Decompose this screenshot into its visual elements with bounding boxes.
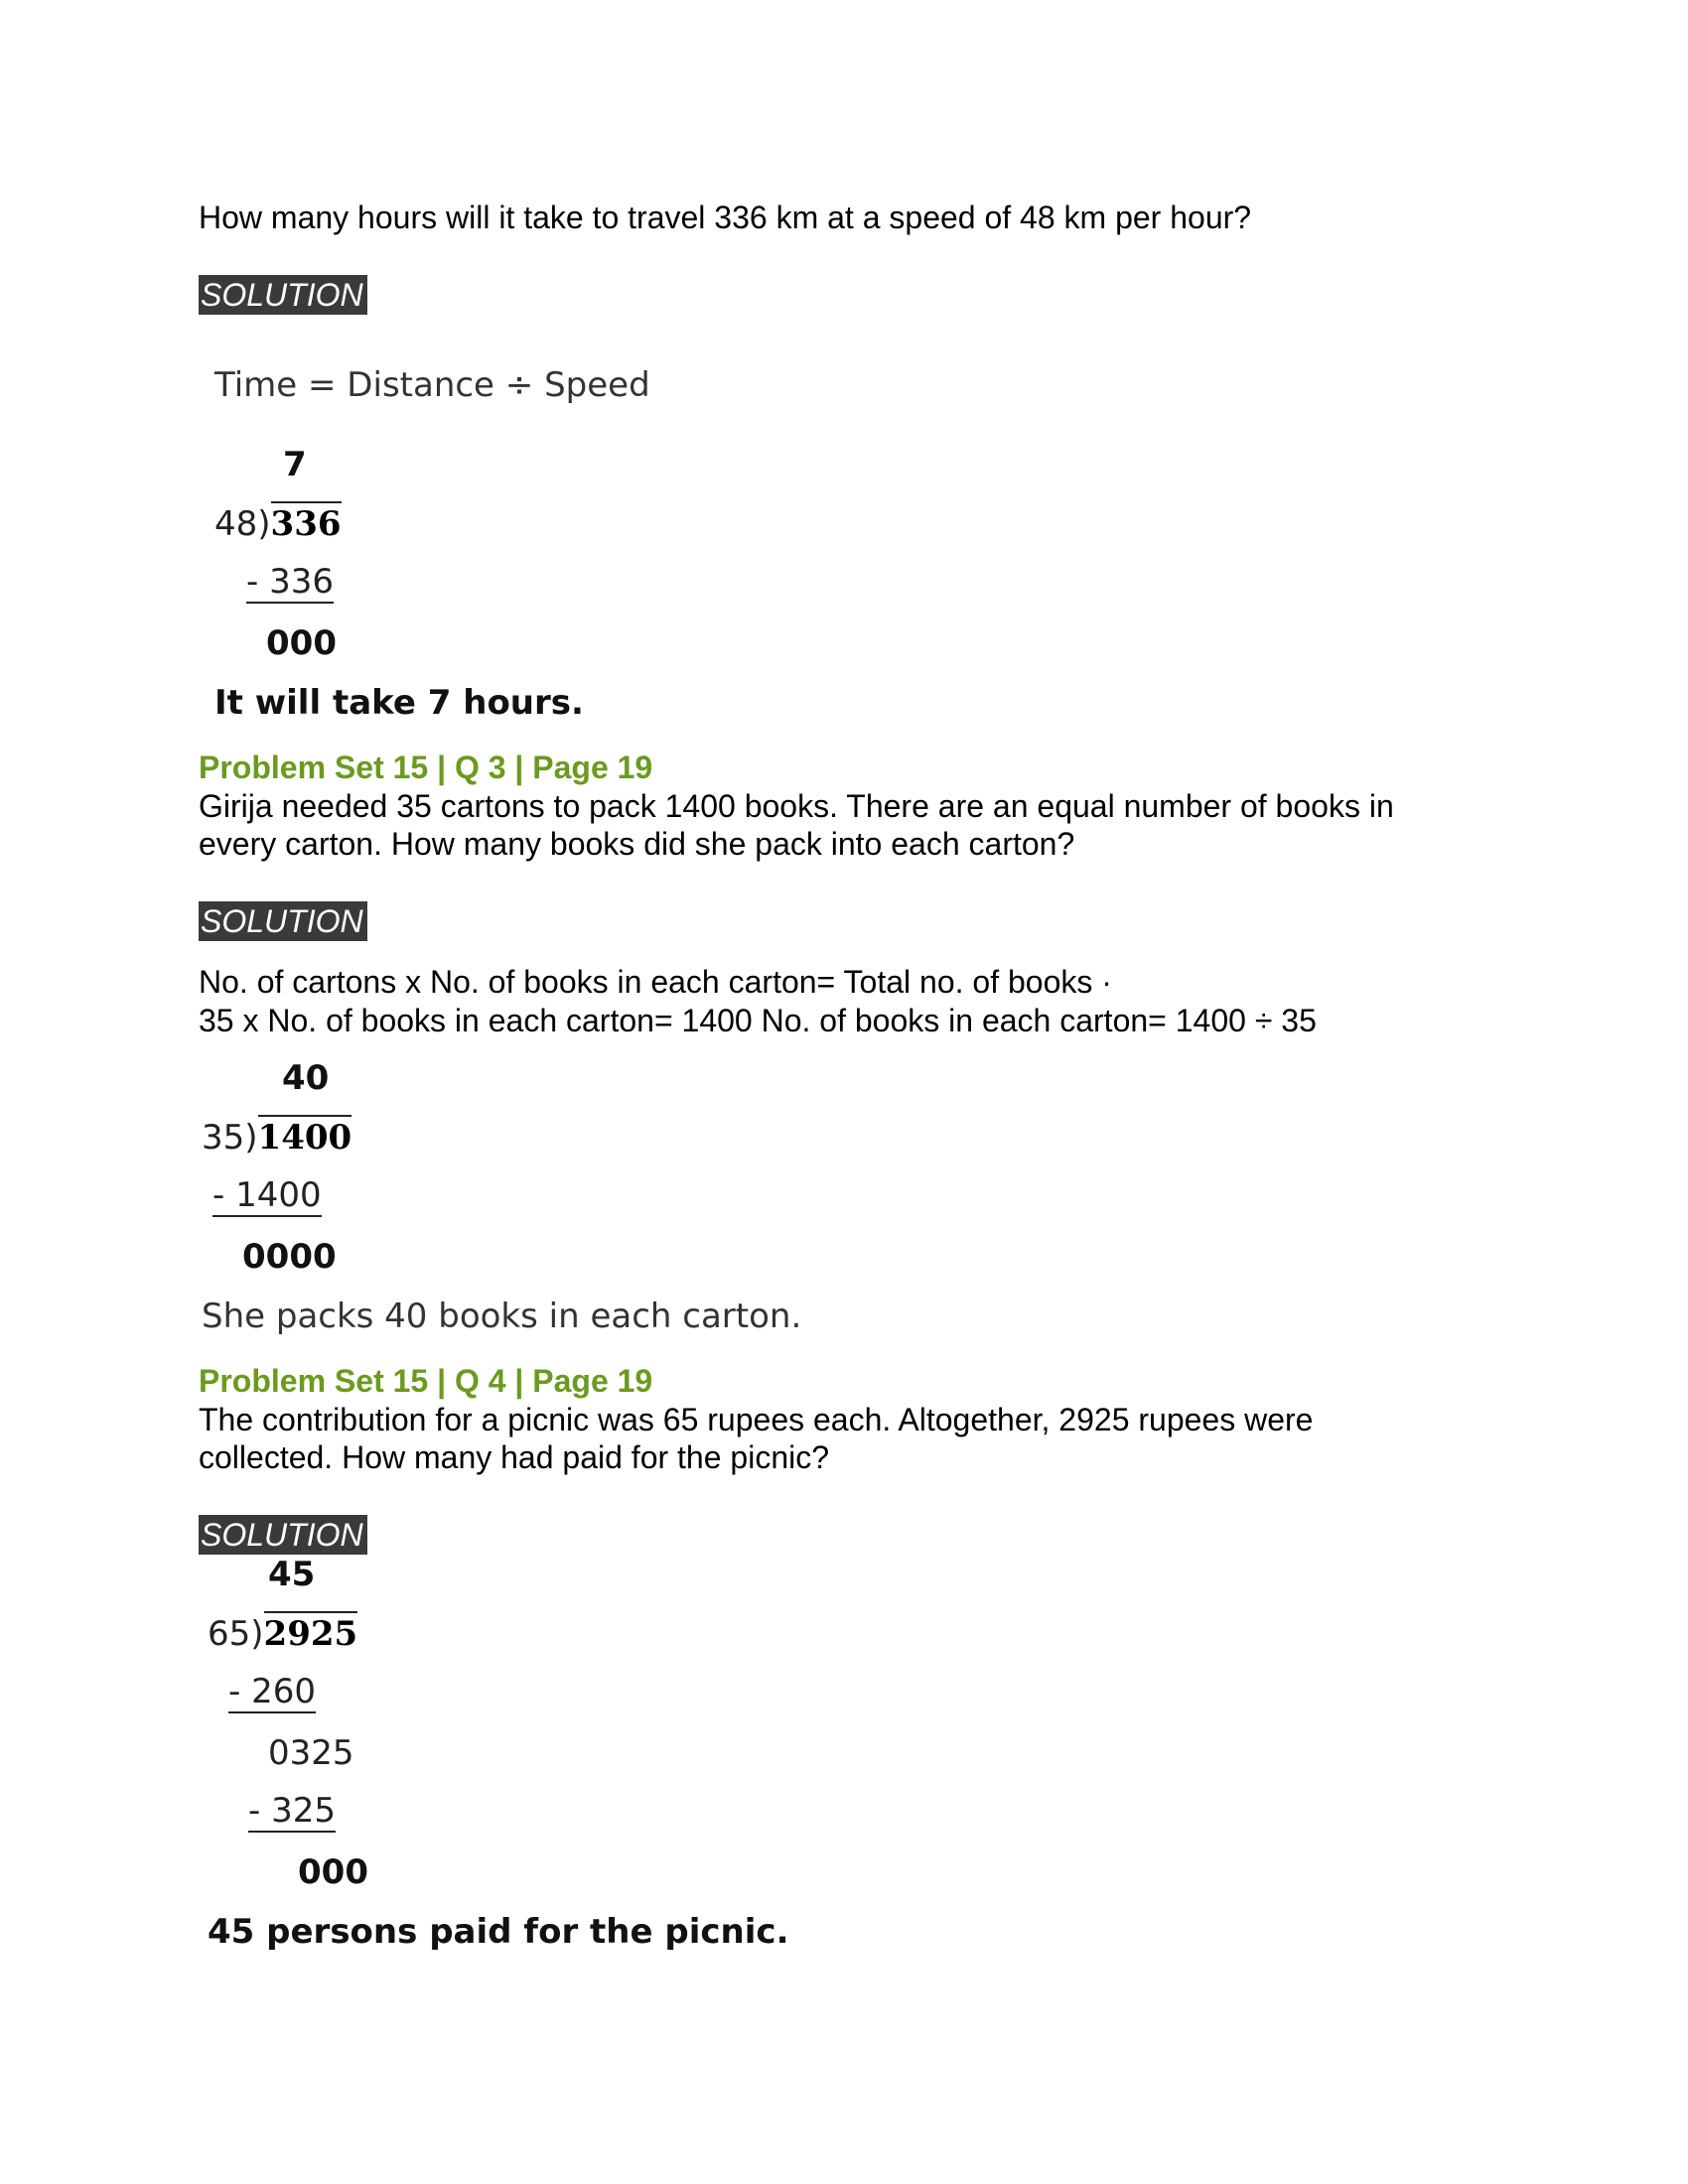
divisor: 65)	[208, 1614, 264, 1654]
question-text: every carton. How many books did she pack into each carton?	[199, 826, 1075, 862]
dividend: 1400	[258, 1115, 352, 1158]
solution-badge: SOLUTION	[199, 1515, 367, 1555]
quotient: 7	[283, 445, 307, 484]
subtraction: - 336	[246, 562, 334, 602]
subtraction: - 325	[248, 1791, 336, 1831]
partial-remainder: 0325	[268, 1733, 354, 1773]
dividend: 336	[271, 501, 342, 544]
answer: 45 persons paid for the picnic.	[208, 1912, 789, 1952]
formula: Time = Distance ÷ Speed	[214, 365, 650, 405]
question-text: The contribution for a picnic was 65 rupees each. Altogether, 2925 rupees were	[199, 1402, 1314, 1437]
question-text: collected. How many had paid for the picnic?	[199, 1439, 830, 1475]
subtraction: - 260	[228, 1672, 316, 1711]
answer: It will take 7 hours.	[214, 683, 584, 723]
remainder: 0000	[242, 1237, 337, 1277]
problem-heading: Problem Set 15 | Q 3 | Page 19	[199, 750, 653, 785]
divisor: 35)	[202, 1118, 258, 1158]
dividend: 2925	[264, 1611, 358, 1654]
question-text: Girija needed 35 cartons to pack 1400 books. There are an equal number of books in	[199, 788, 1394, 824]
divisor: 48)	[214, 504, 271, 544]
long-division	[208, 1612, 357, 1656]
subtraction: - 1400	[212, 1175, 322, 1215]
problem-heading: Problem Set 15 | Q 4 | Page 19	[199, 1363, 653, 1399]
long-division	[202, 1116, 352, 1160]
quotient: 45	[268, 1555, 316, 1594]
remainder: 000	[298, 1852, 368, 1892]
working-text: 35 x No. of books in each carton= 1400 No. of books in each carton= 1400 ÷ 35	[199, 1003, 1317, 1038]
solution-badge: SOLUTION	[199, 901, 367, 941]
question-text: How many hours will it take to travel 336 km at a speed of 48 km per hour?	[199, 200, 1252, 235]
solution-badge: SOLUTION	[199, 275, 367, 315]
quotient: 40	[282, 1058, 330, 1098]
working-text: No. of cartons x No. of books in each carton= Total no. of books ·	[199, 964, 1112, 1000]
remainder: 000	[266, 623, 337, 663]
answer: She packs 40 books in each carton.	[202, 1297, 802, 1336]
long-division	[214, 502, 342, 546]
